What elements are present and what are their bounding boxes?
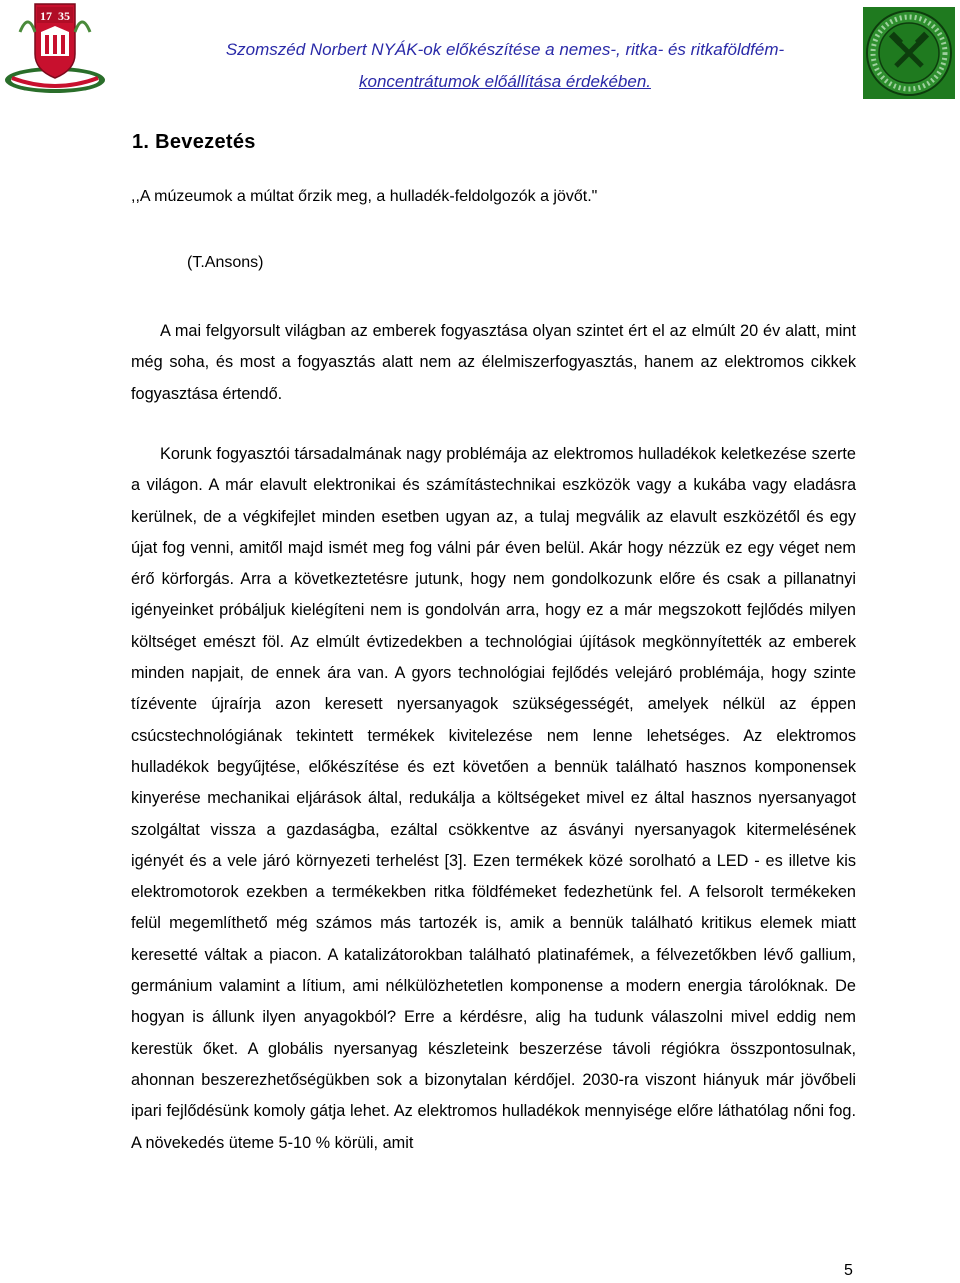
body-paragraph [131, 316, 856, 410]
body-paragraph [131, 439, 856, 1159]
paragraph-text: A mai felgyorsult világban az emberek fogyasztása olyan szintet ért el az elmúlt 20 év alatt, mint még soha, és most a fogyasztás alatt nem az élelmiszerfogyasztás, hanem az elektromos cikkek fogyasztása értendő. [131, 322, 856, 403]
crest-year-right: 35 [58, 9, 70, 23]
mining-faculty-seal-logo [863, 7, 955, 99]
university-crest-logo [2, 2, 108, 96]
paragraph-text: Korunk fogyasztói társadalmának nagy problémája az elektromos hulladékok keletkezése szerte a világon. A már elavult elektronikai és számítástechnikai eszközök vagy a kukába vagy eladásra kerülnek, de a végkifejlet minden esetben ugyan az, a tulaj megválik az elavult eszközétől és egy újat fog venni, amitől majd ismét meg fog válni pár éven belül. Akár hogy nézzük ez egy véget nem érő körforgás. Arra a következtetésre jutunk, hogy nem gondolkozunk előre és csak a pillanatnyi igényeinket próbáljuk kielégíteni nem is gondolván arra, hogy ez a már megszokott fejlődés milyen költséget emészt föl. Az elmúlt évtizedekben a technológiai újítások megkönnyítették az emberek minden napjait, de ennek ára van. A gyors technológiai fejlődés velejáró problémája, hogy szinte tízévente újraírja azon keresett nyersanyagok szükségességét, amelyek nélkül az éppen csúcstechnológiának tekintett termékek kivitelezése nem lenne lehetséges. Az elektromos hulladékok begyűjtése, előkészítése és ezt követően a bennük található hasznos komponensek kinyerése mechanikai eljárások által, redukálja a költségeket mivel ez által hasznos nyersanyagot szolgáltat vissza a gazdaságba, ezáltal csökkentve az ásványi nyersanyagok kitermelésének igényét és a vele járó környezeti terhelést [3]. Ezen termékek közé sorolható a LED - es illetve kis elektromotorok ezekben a termékekben ritka földfémeket fedezhetünk fel. A felsorolt termékeken felül megemlíthető még számos más tartozék is, amik a bennük található kritikus elemek miatt keresetté váltak a piacon. A katalizátorokban található platinafémek, a félvezetőkben lévő gallium, germánium valamint a lítium, ami nélkülözhetetlen komponense a modern energia tárolóknak. De hogyan is állunk ilyen anyagokból? Erre a kérdésre, alig ha tudunk válaszolni mivel eddig nem kerestük őket. A globális nyersanyag készleteink beszerzése távoli régiókra összpontosulnak, ahonnan beszerezhetőségükben sok a bizonytalan kérdőjel. 2030-ra viszont hiányuk már jövőbeli ipari fejlődésünk komoly gátja lehet. Az elektromos hulladékok mennyisége előre láthatólag nőni fog. A növekedés üteme 5-10 % körüli, amit [131, 445, 856, 1152]
document-header [150, 34, 860, 98]
crest-year-left: 17 [40, 9, 52, 23]
motto-quote: ,,A múzeumok a múltat őrzik meg, a hulladék-feldolgozók a jövőt." [131, 188, 598, 205]
section-heading: 1. Bevezetés [132, 131, 256, 153]
header-title-line2: koncentrátumok előállítása érdekében. [358, 72, 651, 91]
motto-author: (T.Ansons) [187, 254, 264, 271]
page-number: 5 [844, 1262, 853, 1279]
header-title-line1: Szomszéd Norbert NYÁK-ok előkészítése a nemes-, ritka- és ritkaföldfém- [225, 40, 785, 59]
